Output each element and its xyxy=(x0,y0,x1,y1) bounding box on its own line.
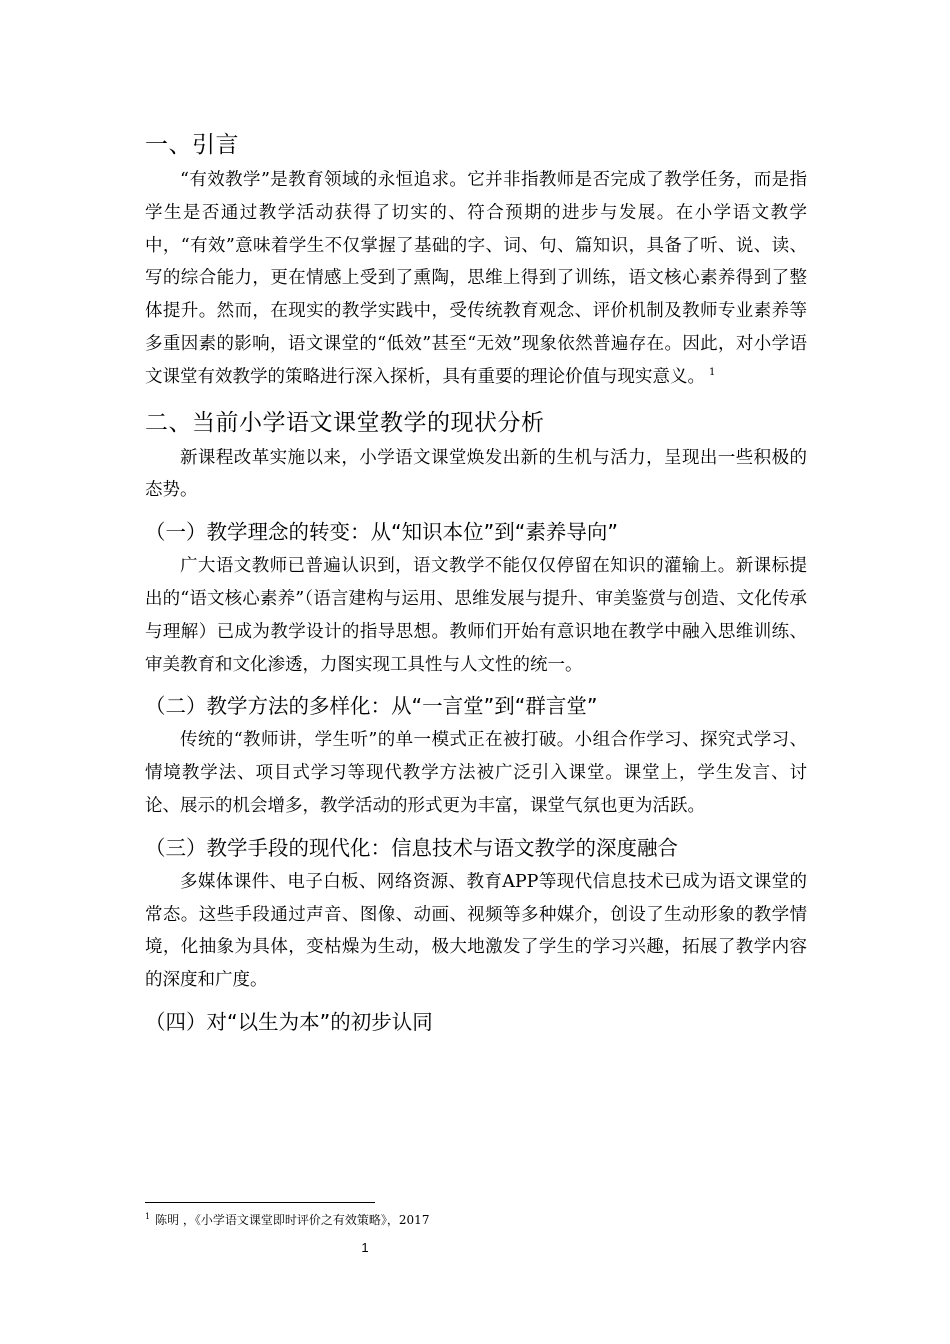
subsection-heading-3: （三）教学手段的现代化：信息技术与语文教学的深度融合 xyxy=(145,835,678,860)
footnote xyxy=(145,1212,429,1228)
page-body xyxy=(145,128,807,1040)
subsection-paragraph-2: 传统的“教师讲，学生听”的单一模式正在被打破。小组合作学习、探究式学习、情境教学法、项目式学习等现代教学方法被广泛引入课堂。课堂上，学生发言、讨论、展示的机会增多，教学活动的形式更为丰富，课堂气氛也更为活跃。 xyxy=(145,730,807,816)
introduction-paragraph xyxy=(145,164,807,394)
paragraph-text: “有效教学”是教育领域的永恒追求。它并非指教师是否完成了教学任务，而是指学生是否通过教学活动获得了切实的、符合预期的进步与发展。在小学语文教学中，“有效”意味着学生不仅掌握了基础的字、词、句、篇知识，具备了听、说、读、写的综合能力，更在情感上受到了熏陶，思维上得到了训练，语文核心素养得到了整体提升。然而，在现实的教学实践中，受传统教育观念、评价机制及教师专业素养等多重因素的影响，语文课堂的“低效”甚至“无效”现象依然普遍存在。因此，对小学语文课堂有效教学的策略进行深入探析，具有重要的理论价值与现实意义。 xyxy=(145,170,807,387)
footnote-reference[interactable]: 1 xyxy=(709,366,716,378)
section-heading-introduction: 一、引言 xyxy=(145,132,239,158)
section-heading-current-status: 二、当前小学语文课堂教学的现状分析 xyxy=(145,409,545,436)
footnote-number: 1 xyxy=(145,1212,151,1221)
subsection-paragraph-3: 多媒体课件、电子白板、网络资源、教育APP等现代信息技术已成为语文课堂的常态。这些手段通过声音、图像、动画、视频等多种媒介，创设了生动形象的教学情境，化抽象为具体，变枯燥为生动，极大地激发了学生的学习兴趣，拓展了教学内容的深度和广度。 xyxy=(145,871,807,991)
footnote-divider xyxy=(145,1202,375,1203)
subsection-heading-1: （一）教学理念的转变：从“知识本位”到“素养导向” xyxy=(145,520,618,545)
subsection-heading-4: （四）对“以生为本”的初步认同 xyxy=(145,1009,433,1034)
page-number: 1 xyxy=(361,1240,369,1255)
footnote-text: 陈明 ，《小学语文课堂即时评价之有效策略》，2017 xyxy=(155,1213,430,1227)
subsection-paragraph-1: 广大语文教师已普遍认识到，语文教学不能仅仅停留在知识的灌输上。新课标提出的“语文核心素养”（语言建构与运用、思维发展与提升、审美鉴赏与创造、文化传承与理解）已成为教学设计的指导思想。教师们开始有意识地在教学中融入思维训练、审美教育和文化渗透，力图实现工具性与人文性的统一。 xyxy=(145,556,807,675)
subsection-heading-2: （二）教学方法的多样化：从“一言堂”到“群言堂” xyxy=(145,694,598,719)
section-intro-paragraph: 新课程改革实施以来，小学语文课堂焕发出新的生机与活力，呈现出一些积极的态势。 xyxy=(145,447,807,501)
